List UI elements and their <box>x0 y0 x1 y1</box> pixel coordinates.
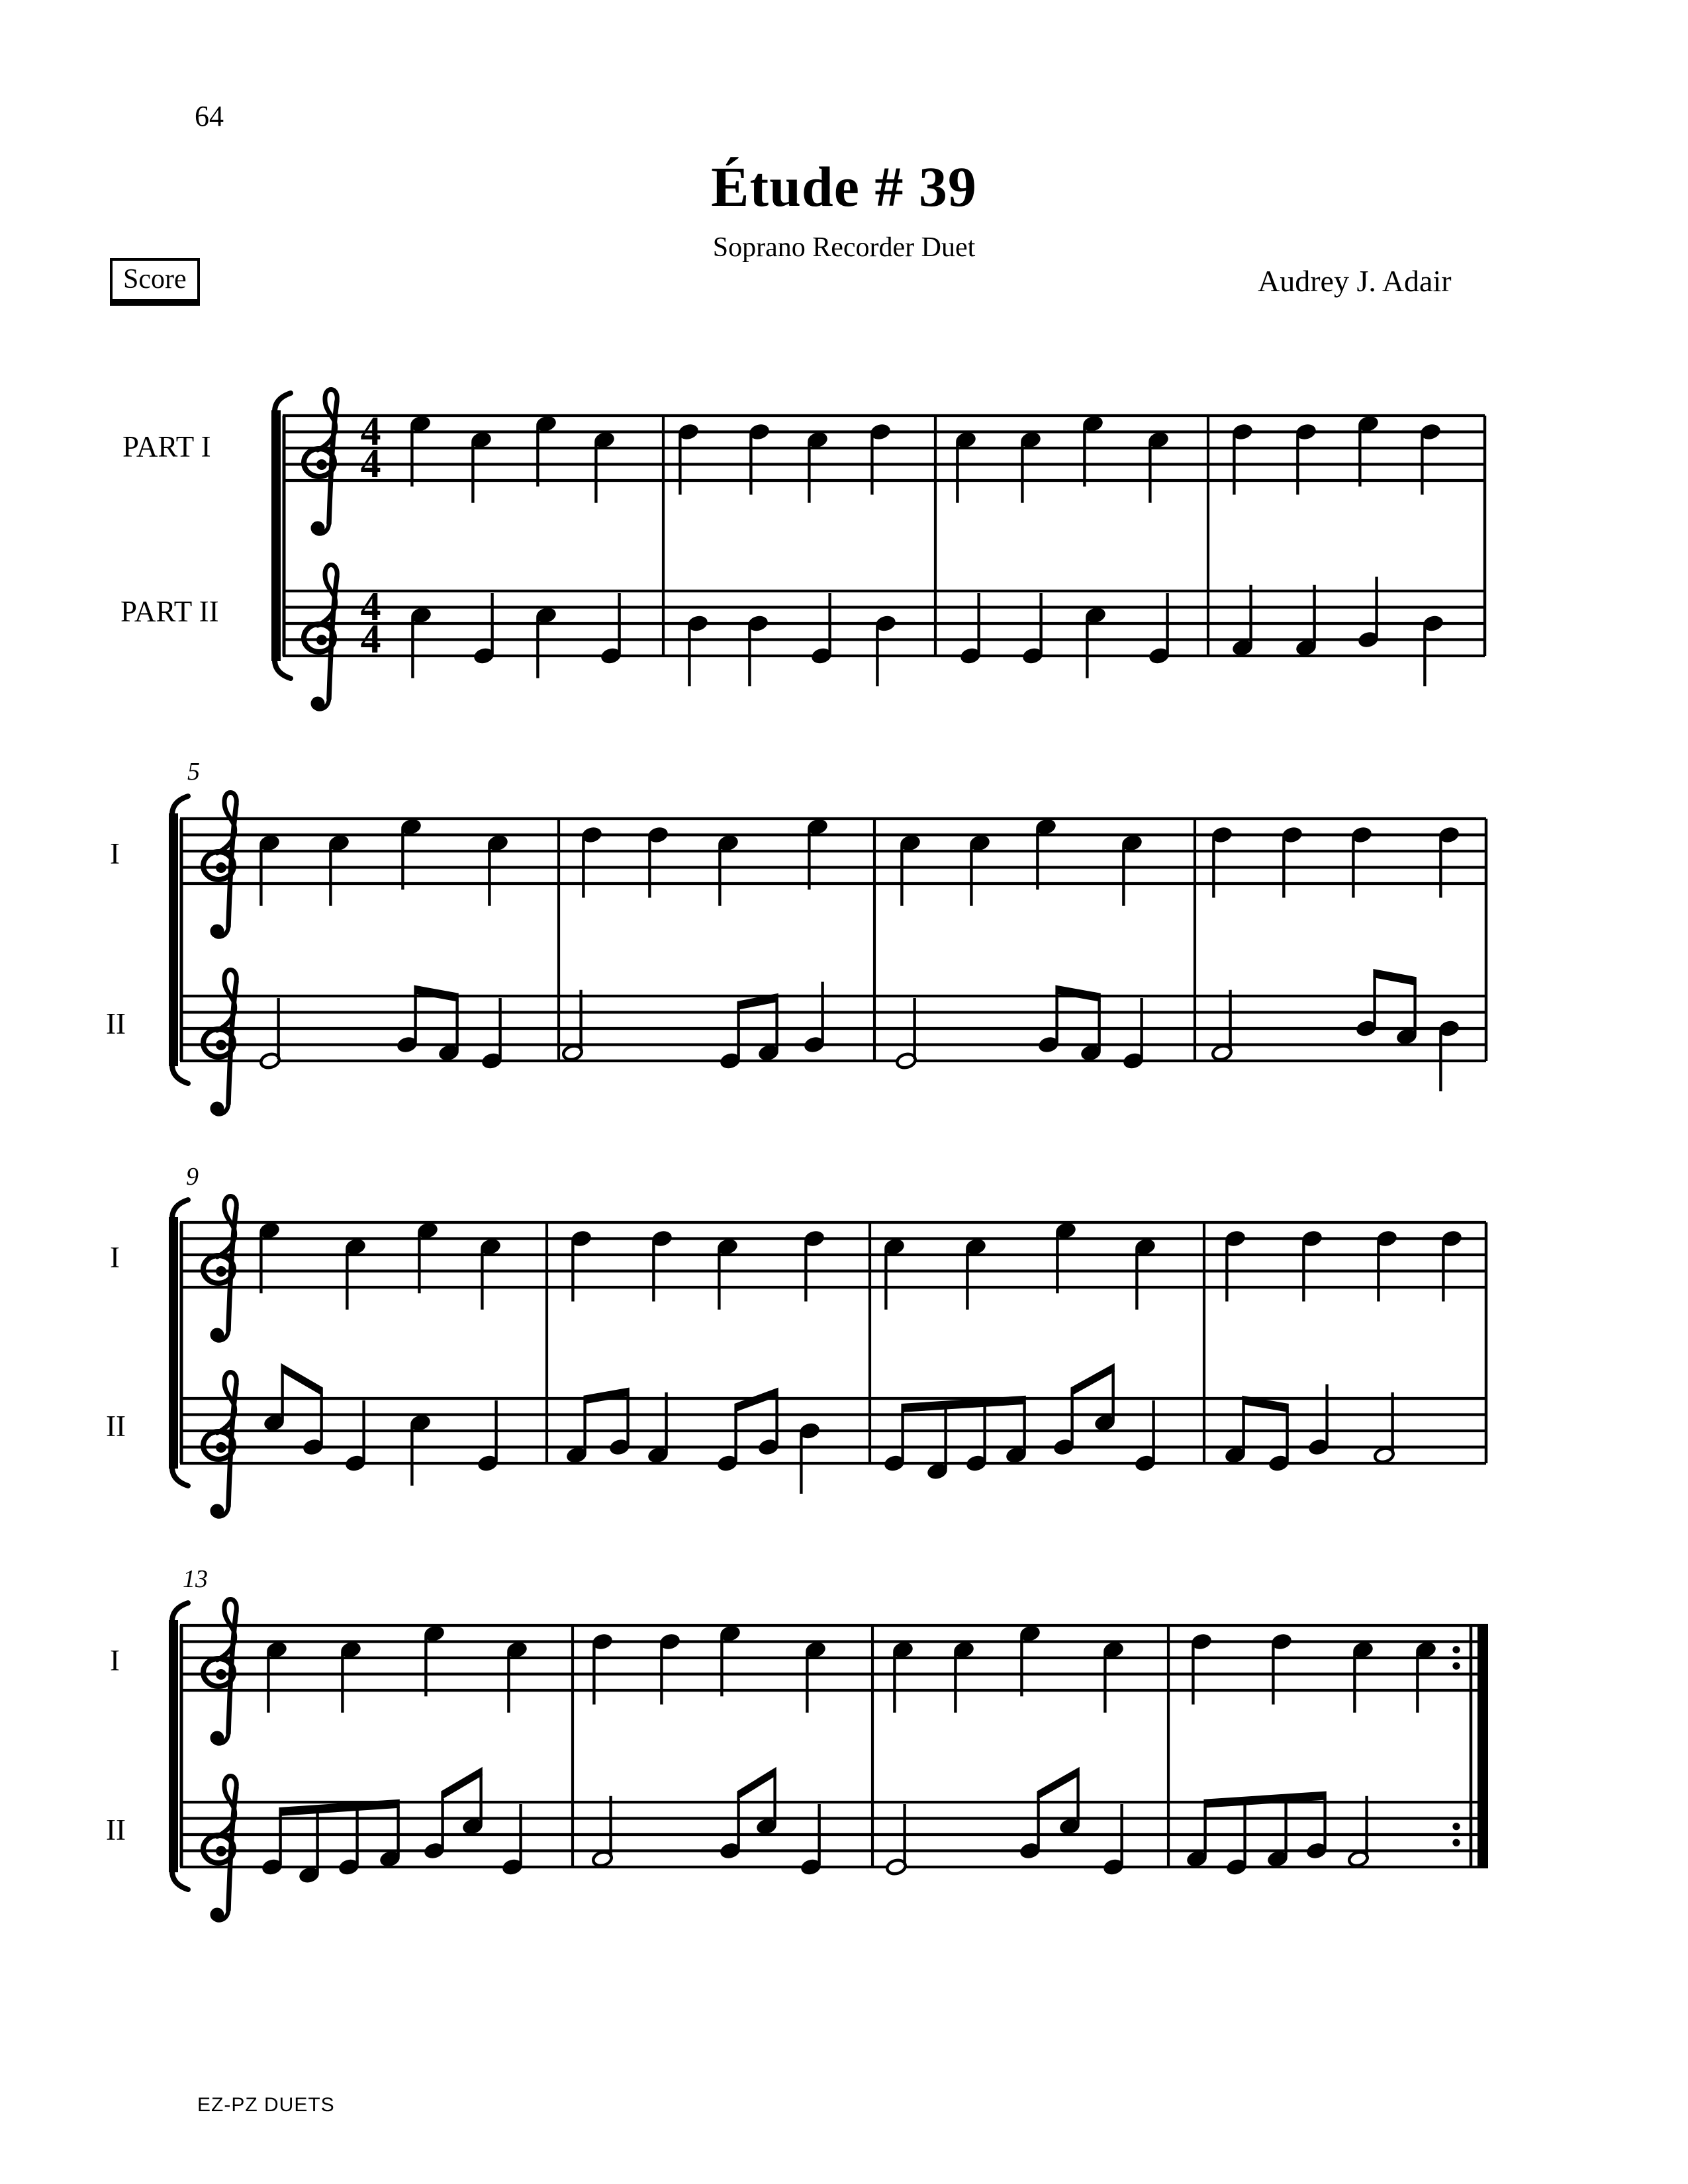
svg-text:4: 4 <box>360 617 381 662</box>
piece-subtitle: Soprano Recorder Duet <box>712 232 976 263</box>
system-1-part-I-measure-3 <box>955 415 1169 503</box>
system-2-part-I-measure-4 <box>1211 826 1460 897</box>
system-4-measure-number: 13 <box>183 1565 208 1593</box>
system-1-staff-II <box>283 565 1485 710</box>
system-4-part-I-measure-1 <box>266 1625 528 1713</box>
system-4-part-label-II: II <box>106 1813 126 1846</box>
system-3-staff-II <box>180 1372 1486 1518</box>
system-3-part-I-measure-4 <box>1225 1230 1462 1301</box>
system-2-part-II-measure-4 <box>1211 969 1460 1091</box>
system-2-part-label-I: I <box>110 837 120 870</box>
system-2-part-I-measure-2 <box>581 818 828 906</box>
system-bracket <box>271 393 291 678</box>
piece-title: Étude # 39 <box>711 155 977 218</box>
svg-text:4: 4 <box>360 441 381 486</box>
treble-clef-icon <box>203 1196 236 1342</box>
composer-name: Audrey J. Adair <box>1258 264 1452 298</box>
treble-clef-icon <box>203 970 236 1115</box>
end-repeat-barline <box>1452 1624 1488 1868</box>
treble-clef-icon <box>203 1599 236 1745</box>
system-1-part-I-measure-4 <box>1232 415 1441 495</box>
system-3-part-label-I: I <box>110 1241 120 1274</box>
system-3 <box>169 1196 1486 1518</box>
system-1-part-II-measure-1 <box>410 593 622 678</box>
system-2 <box>169 792 1486 1115</box>
system-2-staff-I <box>180 792 1486 938</box>
system-2-part-I-measure-1 <box>259 818 508 906</box>
system-1-part-II-measure-3 <box>960 593 1170 678</box>
system-3-part-label-II: II <box>106 1410 126 1443</box>
page-number: 64 <box>195 100 224 132</box>
footer-series-title: EZ-PZ DUETS <box>197 2094 335 2116</box>
system-4-part-II-measure-3 <box>886 1767 1124 1876</box>
system-3-part-I-measure-1 <box>259 1222 501 1310</box>
system-1-part-label-II: PART II <box>120 595 219 628</box>
system-3-measure-number: 9 <box>186 1163 199 1191</box>
system-1 <box>271 389 1485 710</box>
system-1-part-label-I: PART I <box>122 430 211 463</box>
treble-clef-icon <box>304 389 337 535</box>
treble-clef-icon <box>203 792 236 938</box>
system-4-part-I-measure-3 <box>892 1625 1124 1713</box>
system-1-staff-I <box>283 389 1485 535</box>
system-3-part-II-measure-1 <box>263 1363 498 1486</box>
treble-clef-icon <box>203 1776 236 1921</box>
system-bracket <box>169 1200 188 1486</box>
system-4 <box>169 1599 1488 1921</box>
system-2-part-label-II: II <box>106 1007 126 1040</box>
svg-text:4: 4 <box>360 584 381 629</box>
system-4-staff-I <box>180 1599 1488 1745</box>
system-2-part-I-measure-3 <box>900 818 1143 906</box>
system-4-part-I-measure-2 <box>592 1625 826 1713</box>
score-label: Score <box>110 258 200 306</box>
system-2-measure-number: 5 <box>187 758 200 786</box>
system-bracket <box>169 1603 188 1889</box>
system-3-staff-I <box>180 1196 1486 1342</box>
system-1-part-II-measure-4 <box>1232 577 1444 687</box>
treble-clef-icon <box>203 1372 236 1518</box>
system-4-part-label-I: I <box>110 1644 120 1677</box>
svg-text:4: 4 <box>360 409 381 454</box>
system-3-part-II-measure-2 <box>566 1388 820 1494</box>
system-2-staff-II <box>180 970 1486 1115</box>
system-bracket <box>169 796 188 1083</box>
system-1-part-I-measure-1 <box>410 415 615 503</box>
treble-clef-icon <box>304 565 337 710</box>
system-3-part-I-measure-3 <box>884 1222 1156 1310</box>
system-4-part-II-measure-2 <box>592 1767 821 1876</box>
